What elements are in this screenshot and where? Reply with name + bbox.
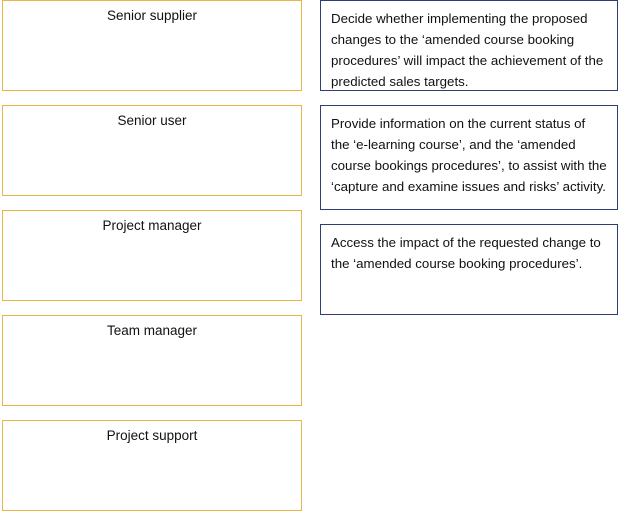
- role-label: Project manager: [102, 218, 202, 233]
- responsibility-card-3[interactable]: [320, 224, 618, 315]
- role-card-team-manager[interactable]: [2, 315, 302, 406]
- role-card-senior-supplier[interactable]: [2, 0, 302, 91]
- responsibility-card-1[interactable]: [320, 0, 618, 91]
- role-label: Senior user: [117, 113, 187, 128]
- responsibility-text: Decide whether implementing the proposed changes to the ‘amended course booking procedures’ will impact the achievement of the predicted sales targets.: [331, 11, 604, 89]
- responsibilities-column: [320, 0, 618, 329]
- role-card-project-manager[interactable]: [2, 210, 302, 301]
- responsibility-card-2[interactable]: [320, 105, 618, 210]
- role-label: Senior supplier: [106, 8, 198, 23]
- roles-column: [2, 0, 302, 525]
- role-card-senior-user[interactable]: [2, 105, 302, 196]
- role-label: Project support: [106, 428, 198, 443]
- responsibility-text: Access the impact of the requested change to the ‘amended course booking procedures’.: [331, 235, 601, 271]
- role-card-project-support[interactable]: [2, 420, 302, 511]
- role-label: Team manager: [106, 323, 198, 338]
- responsibility-text: Provide information on the current status of the ‘e-learning course’, and the ‘amended course bookings procedures’, to assist with the ‘capture and examine issues and risks’ activity.: [331, 116, 607, 194]
